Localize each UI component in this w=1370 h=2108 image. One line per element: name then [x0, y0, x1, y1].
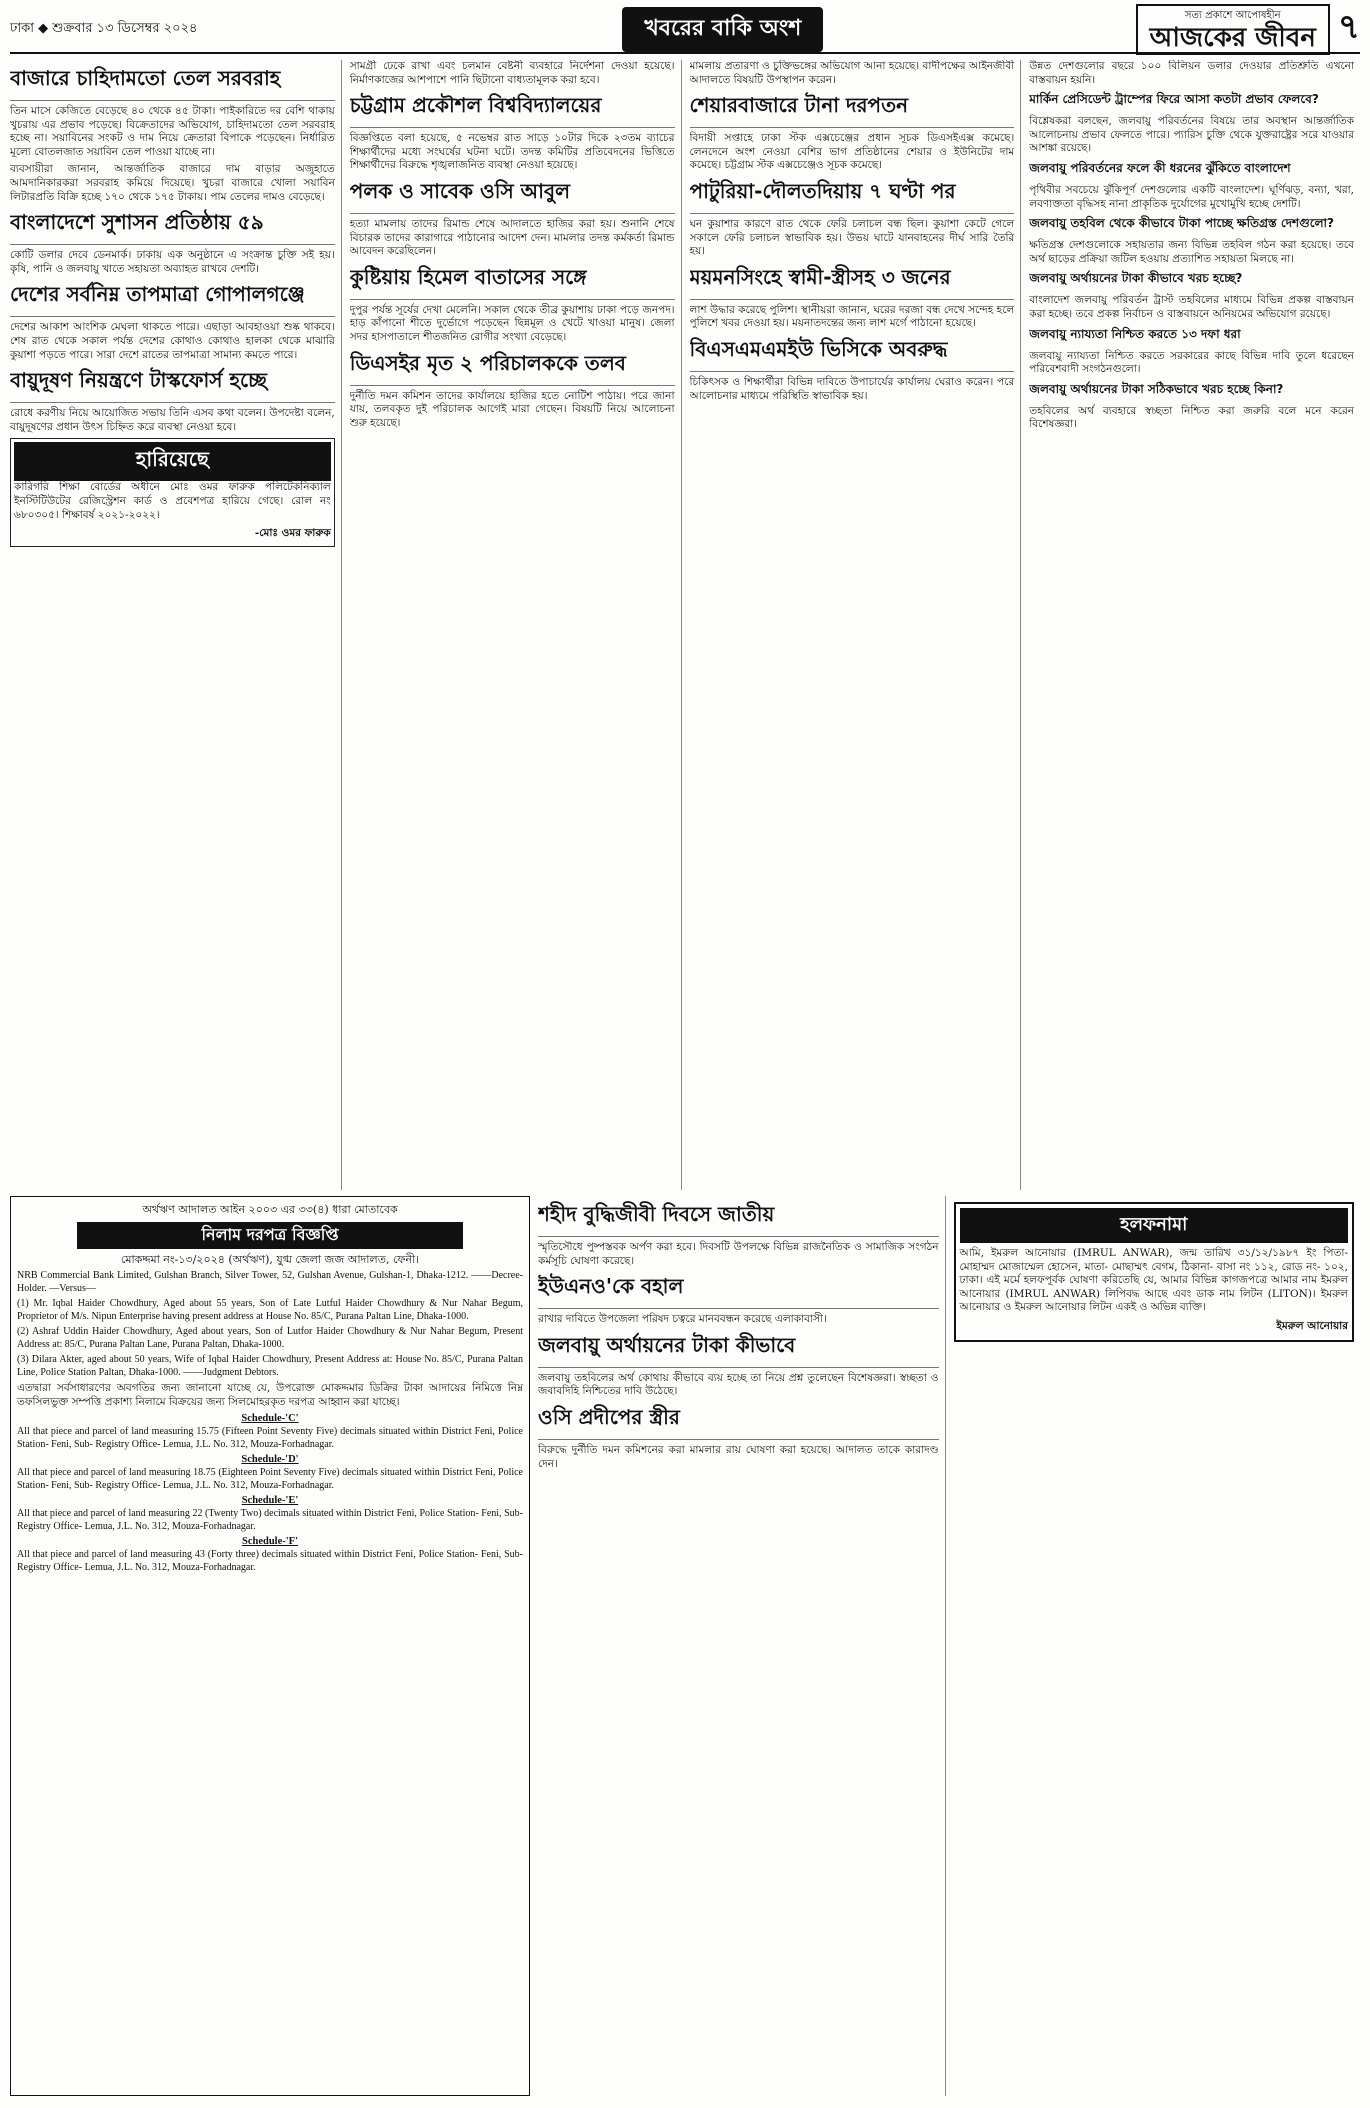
logo-tagline: সত্য প্রকাশে আপোষহীন — [1184, 9, 1281, 21]
notice-debtor: (3) Dilara Akter, aged about 50 years, Wife of Iqbal Haider Chowdhury, Present Address at: House No. 85/C, Purana Paltan Line, Police Station Paltan, Dhaka-1000. ——Judgment Debtors. — [17, 1354, 523, 1378]
article-text: বিদায়ী সপ্তাহে ঢাকা স্টক এক্সচেঞ্জের প্রধান সূচক ডিএসইএক্স কমেছে। লেনদেনে অংশ নেওয়া বেশির ভাগ প্রতিষ্ঠানের শেয়ার ও ইউনিটের দাম কমেছে। চট্টগ্রাম স্টক এক্সচেঞ্জেও সূচক কমেছে। — [689, 132, 1015, 172]
article-text: জলবায়ু তহবিলের অর্থ কোথায় কীভাবে ব্যয় হচ্ছে তা নিয়ে প্রশ্ন তুলেছেন বিশেষজ্ঞরা। স্বচ্ছতা ও জবাবদিহি নিশ্চিতের দাবি উঠেছে। — [538, 1371, 939, 1398]
article-text: তিন মাসে কেজিতে বেড়েছে ৪০ থেকে ৪৫ টাকা। পাইকারিতে দর বেশি থাকায় খুচরায় এর প্রভাব পড়েছে। বিক্রেতাদের অভিযোগ, চাহিদামতো তেল সরবরাহ হচ্ছে না। সয়াবিনের সংকট ও দাম নিয়ে ক্রেতারা বিপাকে পড়েছেন। নির্ধারিত মূল্যে বোতলজাত সয়াবিন তেল পাওয়া যাচ্ছে না। — [10, 105, 335, 158]
section-label: খবরের বাকি অংশ — [622, 7, 823, 52]
headline-oc-pradeep: ওসি প্রদীপের স্ত্রীর — [538, 1403, 939, 1440]
headline-kushtia: কুষ্টিয়ায় হিমেল বাতাসের সঙ্গে — [350, 263, 675, 300]
headline-martyred-intellectuals: শহীদ বুদ্ধিজীবী দিবসে জাতীয় — [538, 1200, 939, 1237]
headline-bsmmu: বিএসএমএমইউ ভিসিকে অবরুদ্ধ — [690, 335, 1015, 372]
schedule-text: All that piece and parcel of land measuring 43 (Forty three) decimals situated within District Feni, Police Station- Feni, Sub- Registry Office- Lemua, J.L. No. 312, Mouza-Forhadnagar. — [17, 1549, 523, 1573]
article-text: ক্ষতিগ্রস্ত দেশগুলোকে সহায়তার জন্য বিভিন্ন তহবিল গঠন করা হয়েছে। তবে অর্থ ছাড়ের প্রক্রিয়া জটিল হওয়ায় প্রত্যাশিত সহায়তা মিলছে না। — [1029, 239, 1354, 265]
article-text: দুপুর পর্যন্ত সূর্যের দেখা মেলেনি। সকাল থেকে তীব্র কুয়াশায় ঢাকা পড়ে জনপদ। হাড় কাঁপানো শীতে দুর্ভোগে পড়েছেন ছিন্নমূল ও খেটে খাওয়া মানুষ। জেলা সদর হাসপাতালে শীতজনিত রোগীর সংখ্যা বেড়েছে। — [349, 303, 675, 343]
column-lower-3 — [538, 1196, 946, 2096]
column-3 — [690, 60, 1022, 1190]
article-text: জলবায়ু ন্যায্যতা নিশ্চিত করতে সরকারের কাছে বিভিন্ন দাবি তুলে ধরেছেন পরিবেশবাদী সংগঠনগুলো। — [1029, 349, 1354, 376]
notice-case-number: মোকদ্দমা নং-১৩/২০২৪ (অর্থঋণ), যুগ্ম জেলা জজ আদালত, ফেনী। — [120, 1253, 420, 1266]
affidavit-title: হলফনামা — [960, 1208, 1349, 1243]
headline-air-pollution: বায়ুদূষণ নিয়ন্ত্রণে টাস্কফোর্স হচ্ছে — [10, 366, 335, 403]
subhead: জলবায়ু অর্থায়নের টাকা কীভাবে খরচ হচ্ছে? — [1029, 271, 1243, 286]
affidavit-text: আমি, ইমরুল আনোয়ার (IMRUL ANWAR), জন্ম তারিখ ৩১/১২/১৯৮৭ ইং পিতা- মোহাম্মদ মোজাম্মেল হোসেন, মাতা- মোছাম্মৎ বেগম, ঠিকানা- বাসা নং ১১২, রোড নং- ১০২, ঢাকা। এই মর্মে হলফপূর্বক ঘোষণা করিতেছি যে, আমার বিভিন্ন কাগজপত্রে আমার নাম ইমরুল আনোয়ার (IMRUL ANWAR) লিপিবদ্ধ আছে এবং ডাক নাম লিটন (LITON)। ইমরুল আনোয়ার ও ইমরুল আনোয়ার লিটন একই ও অভিন্ন ব্যক্তি। — [959, 1247, 1348, 1314]
notice-header: অর্থঋণ আদালত আইন ২০০৩ এর ৩৩(৪) ধারা মোতাবেক — [142, 1203, 398, 1216]
notice-body: এতদ্বারা সর্বসাধারণের অবগতির জন্য জানানো যাচ্ছে যে, উপরোক্ত মোকদ্দমার ডিক্রির টাকা আদায়ের নিমিত্তে নিম্ন তফসিলভুক্ত সম্পত্তি প্রকাশ্য নিলামে বিক্রয়ের জন্য সিলমোহরকৃত দরপত্র আহ্বান করা যাচ্ছে। — [17, 1382, 523, 1408]
schedule-label: Schedule-'C' — [241, 1413, 299, 1425]
notice-case: NRB Commercial Bank Limited, Gulshan Branch, Silver Tower, 52, Gulshan Avenue, Gulshan-1, Dhaka-1212. ——Decree-Holder. —Versus— — [17, 1270, 523, 1294]
schedule-label: Schedule-'E' — [241, 1495, 299, 1507]
lost-notice-title: হারিয়েছে — [14, 442, 331, 481]
auction-notice — [10, 1196, 530, 2096]
article-text: কোটি ডলার দেবে ডেনমার্ক। ঢাকায় এক অনুষ্ঠানে এ সংক্রান্ত চুক্তি সই হয়। কৃষি, পানি ও জলবায়ু খাতে সহায়তা অব্যাহত রাখবে দেশটি। — [10, 249, 335, 275]
article-text: ঘন কুয়াশার কারণে রাত থেকে ফেরি চলাচল বন্ধ ছিল। কুয়াশা কেটে গেলে সকালে ফেরি চলাচল স্বাভাবিক হয়। উভয় ঘাটে যানবাহনের দীর্ঘ সারি তৈরি হয়। — [689, 217, 1015, 258]
lost-notice-sign: -মোঃ ওমর ফারুক — [254, 527, 331, 540]
article-text: দেশের আকাশ আংশিক মেঘলা থাকতে পারে। এছাড়া আবহাওয়া শুষ্ক থাকবে। শেষ রাত থেকে সকাল পর্যন্ত দেশের কোথাও কোথাও হালকা থেকে মাঝারি কুয়াশা পড়তে পারে। সারা দেশে রাতের তাপমাত্রা সামান্য কমতে পারে। — [10, 321, 335, 361]
article-text: রাখার দাবিতে উপজেলা পরিষদ চত্বরে মানববন্ধন করেছে এলাকাবাসী। — [538, 1313, 827, 1326]
headline-oil-supply: বাজারে চাহিদামতো তেল সরবরাহ — [10, 64, 335, 101]
headline-share-market: শেয়ারবাজারে টানা দরপতন — [690, 91, 1015, 128]
article-text: লাশ উদ্ধার করেছে পুলিশ। স্থানীয়রা জানান, ঘরের দরজা বন্ধ দেখে সন্দেহ হলে পুলিশে খবর দেওয়া হয়। ময়নাতদন্তের জন্য লাশ মর্গে পাঠানো হয়েছে। — [689, 303, 1015, 330]
notice-debtor: (2) Ashraf Uddin Haider Chowdhury, Aged about years, Son of Lutfor Haider Chowdhury & Nur Nahar Begum, Present Address at: 85/C, Purana Paltan Lane, Purana Paltan, Dhaka-1000. — [17, 1326, 523, 1350]
article-text: সামগ্রী ঢেকে রাখা এবং চলমান বেষ্টনী ব্যবহারে নির্দেশনা দেওয়া হয়েছে। নির্মাণকাজের আশপাশে পানি ছিটানো বাধ্যতামূলক করা হবে। — [349, 60, 675, 86]
article-text: চিকিৎসক ও শিক্ষার্থীরা বিভিন্ন দাবিতে উপাচার্যের কার্যালয় ঘেরাও করেন। পরে আলোচনার মাধ্যমে পরিস্থিতি স্বাভাবিক হয়। — [689, 375, 1015, 402]
newspaper-logo — [1136, 4, 1330, 55]
dateline: ঢাকা ◆ শুক্রবার ১৩ ডিসেম্বর ২০২৪ — [10, 20, 198, 36]
affidavit-sign: ইমরুল আনোয়ার — [1276, 1319, 1348, 1332]
subhead: জলবায়ু তহবিল থেকে কীভাবে টাকা পাচ্ছে ক্ষতিগ্রস্ত দেশগুলো? — [1029, 216, 1334, 231]
lower-right — [538, 1196, 1360, 2096]
headline-uno: ইউএনও'কে বহাল — [538, 1272, 939, 1309]
column-4 — [1029, 60, 1360, 1190]
headline-temperature: দেশের সর্বনিম্ন তাপমাত্রা গোপালগঞ্জে — [10, 280, 335, 317]
article-text: উন্নত দেশগুলোর বছরে ১০০ বিলিয়ন ডলার দেওয়ার প্রতিশ্রুতি এখনো বাস্তবায়ন হয়নি। — [1029, 60, 1354, 86]
article-text: হত্যা মামলায় তাদের রিমান্ড শেষে আদালতে হাজির করা হয়। শুনানি শেষে বিচারক তাদের কারাগারে পাঠানোর আদেশ দেন। মামলার তদন্ত কর্মকর্তা রিমান্ড আবেদন করেছিলেন। — [349, 217, 675, 258]
headline-cuet: চট্টগ্রাম প্রকৌশল বিশ্ববিদ্যালয়ের — [350, 91, 675, 128]
schedule-text: All that piece and parcel of land measuring 22 (Twenty Two) decimals situated within District Feni, Police Station- Feni, Sub- Registry Office- Lemua, J.L. No. 312, Mouza-Forhadnagar. — [17, 1508, 523, 1532]
article-text: মামলায় প্রতারণা ও চুক্তিভঙ্গের অভিযোগ আনা হয়েছে। বাদীপক্ষের আইনজীবী আদালতে বিষয়টি উপস্থাপন করেন। — [689, 60, 1015, 86]
headline-dse: ডিএসইর মৃত ২ পরিচালককে তলব — [350, 349, 675, 386]
schedule-label: Schedule-'D' — [241, 1454, 299, 1466]
affidavit — [954, 1202, 1355, 1342]
page-number: ৭ — [1337, 6, 1360, 47]
headline-ferry: পাটুরিয়া-দৌলতদিয়ায় ৭ ঘণ্টা পর — [690, 177, 1015, 214]
article-text: ব্যবসায়ীরা জানান, আন্তর্জাতিক বাজারে দাম বাড়ার অজুহাতে আমদানিকারকরা সরবরাহ কমিয়ে দিয়েছে। খুচরা বাজারে খোলা সয়াবিন লিটারপ্রতি বিক্রি হচ্ছে ১৭০ থেকে ১৭৫ টাকায়। পাম তেলের দামও বেড়েছে। — [10, 163, 335, 203]
column-lower-4 — [954, 1196, 1361, 2096]
article-text: পৃথিবীর সবচেয়ে ঝুঁকিপূর্ণ দেশগুলোর একটি বাংলাদেশ। ঘূর্ণিঝড়, বন্যা, খরা, লবণাক্ততা বৃদ্ধিসহ নানা প্রাকৃতিক দুর্যোগের মুখোমুখি হচ্ছে দেশটি। — [1029, 183, 1354, 210]
lower-section — [10, 1196, 1360, 2096]
article-text: বাংলাদেশ জলবায়ু পরিবর্তন ট্রাস্ট তহবিলের মাধ্যমে বিভিন্ন প্রকল্প বাস্তবায়ন করা হচ্ছে। তবে প্রকল্প নির্বাচন ও বাস্তবায়নে অনিয়মের অভিযোগ রয়েছে। — [1029, 294, 1354, 320]
schedule-label: Schedule-'F' — [241, 1536, 298, 1548]
headline-governance: বাংলাদেশে সুশাসন প্রতিষ্ঠায় ৫৯ — [10, 208, 335, 245]
notice-debtor: (1) Mr. Iqbal Haider Chowdhury, Aged about 55 years, Son of Late Lutful Haider Chowdhury & Nur Nahar Begum, Proprietor of M/s. Nipun Enterprise having present address at House No. 85/C, Purana Paltan Line, Dhaka-1000. — [17, 1298, 523, 1322]
article-text: স্মৃতিসৌধে পুষ্পস্তবক অর্পণ করা হবে। দিবসটি উপলক্ষে বিভিন্ন রাজনৈতিক ও সামাজিক সংগঠন কর্মসূচি ঘোষণা করেছে। — [538, 1241, 939, 1267]
article-text: বিজ্ঞপ্তিতে বলা হয়েছে, ৫ নভেম্বর রাত সাড়ে ১০টার দিকে ২৩তম ব্যাচের শিক্ষার্থীদের মধ্যে সংঘর্ষের ঘটনা ঘটে। তদন্ত কমিটির প্রতিবেদনের ভিত্তিতে শিক্ষার্থীদের বিরুদ্ধে শৃঙ্খলাজনিত ব্যবস্থা নেওয়া হয়েছে। — [349, 132, 675, 172]
subhead: জলবায়ু ন্যায্যতা নিশ্চিত করতে ১৩ দফা ধরা — [1029, 326, 1241, 341]
headline-mymensingh: ময়মনসিংহে স্বামী-স্ত্রীসহ ৩ জনের — [690, 263, 1015, 300]
subhead: জলবায়ু পরিবর্তনের ফলে কী ধরনের ঝুঁকিতে বাংলাদেশ — [1029, 160, 1291, 175]
article-text: বিশ্লেষকরা বলছেন, জলবায়ু পরিবর্তনের বিষয়ে তার অবস্থান আন্তর্জাতিক আলোচনায় প্রভাব ফেলতে পারে। প্যারিস চুক্তি থেকে যুক্তরাষ্ট্রের সরে যাওয়ার আশঙ্কা রয়েছে। — [1029, 115, 1354, 155]
schedule-text: All that piece and parcel of land measuring 15.75 (Fifteen Point Seventy Five) decimals situated within District Feni, Police Station- Feni, Sub- Registry Office- Lemua, J.L. No. 312, Mouza-Forhadnagar. — [17, 1426, 523, 1450]
article-text: রোধে করণীয় নিয়ে আয়োজিত সভায় তিনি এসব কথা বলেন। উপদেষ্টা বলেন, বায়ুদূষণের প্রধান উৎস চিহ্নিত করে ব্যবস্থা নেওয়া হবে। — [10, 407, 335, 433]
headline-palak: পলক ও সাবেক ওসি আবুল — [350, 177, 675, 214]
article-text: তহবিলের অর্থ ব্যবহারে স্বচ্ছতা নিশ্চিত করা জরুরি বলে মনে করেন বিশেষজ্ঞরা। — [1029, 404, 1354, 431]
page-header — [10, 6, 1360, 54]
article-columns — [10, 60, 1360, 1190]
notice-title: নিলাম দরপত্র বিজ্ঞপ্তি — [77, 1222, 463, 1249]
subhead: মার্কিন প্রেসিডেন্ট ট্রাম্পের ফিরে আসা কতটা প্রভাব ফেলবে? — [1029, 92, 1319, 107]
masthead — [1136, 1, 1360, 58]
headline-climate-finance: জলবায়ু অর্থায়নের টাকা কীভাবে — [538, 1331, 939, 1368]
article-text: বিরুদ্ধে দুর্নীতি দমন কমিশনের করা মামলার রায় ঘোষণা করা হয়েছে। আদালত তাকে কারাদণ্ড দেন। — [538, 1443, 939, 1470]
article-text: দুর্নীতি দমন কমিশন তাদের কার্যালয়ে হাজির হতে নোটিশ পাঠায়। পরে জানা যায়, তলবকৃত দুই পরিচালক আগেই মারা গেছেন। বিষয়টি নিয়ে আলোচনা শুরু হয়েছে। — [349, 389, 675, 429]
lost-notice-text: কারিগরি শিক্ষা বোর্ডের অধীনে মোঃ ওমর ফারুক পলিটেকনিক্যাল ইনস্টিটিউটের রেজিস্ট্রেশন কার্ড ও প্রবেশপত্র হারিয়ে গেছে। রোল নং ৬৮০৩০৫। শিক্ষাবর্ষ ২০২১-২০২২। — [14, 481, 331, 521]
subhead: জলবায়ু অর্থায়নের টাকা সঠিকভাবে খরচ হচ্ছে কিনা? — [1029, 381, 1284, 396]
column-2 — [350, 60, 682, 1190]
column-1 — [10, 60, 342, 1190]
lost-notice — [10, 438, 335, 547]
logo-name: আজকের জীবন — [1149, 22, 1316, 53]
schedule-text: All that piece and parcel of land measuring 18.75 (Eighteen Point Seventy Five) decimals situated within District Feni, Police Station- Feni, Sub- Registry Office- Lemua, J.L. No. 312, Mouza-Forhadnagar. — [17, 1467, 523, 1491]
